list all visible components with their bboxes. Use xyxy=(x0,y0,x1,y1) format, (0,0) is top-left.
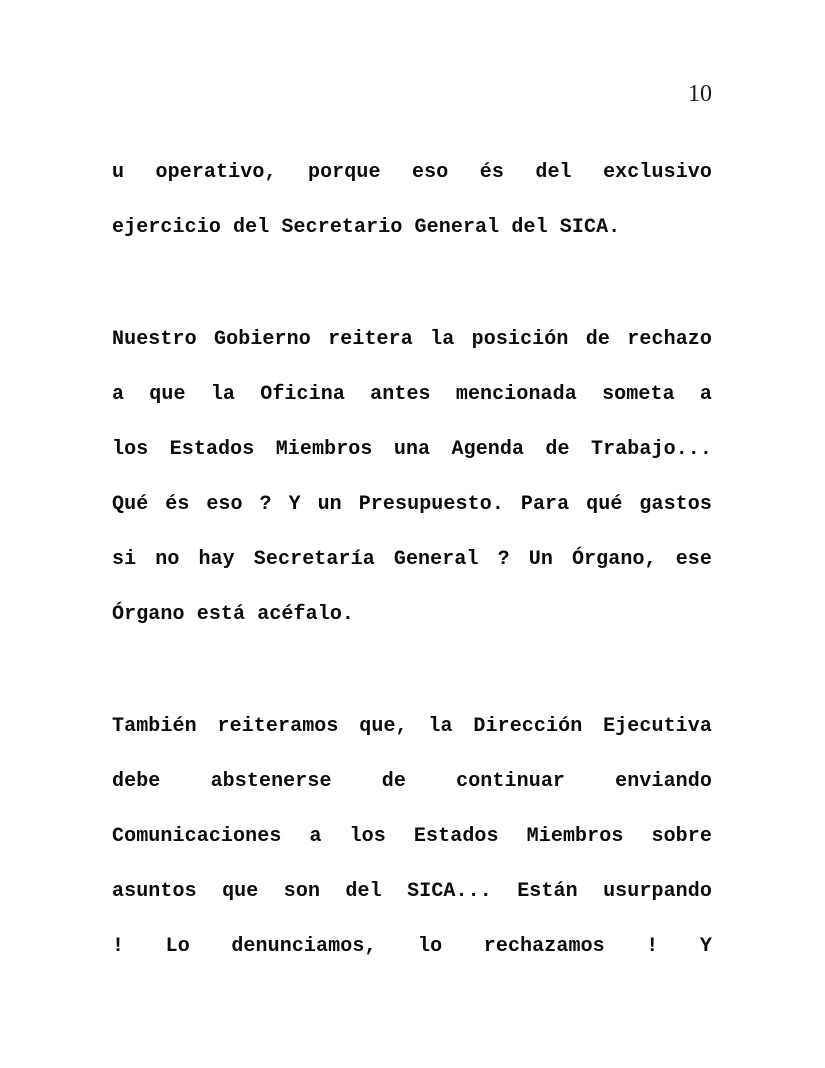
text-line: ejercicio del Secretario General del SICA. xyxy=(112,216,621,239)
text-line: si no hay Secretaría General ? Un Órgano, ese xyxy=(112,548,712,571)
text-line: u operativo, porque eso és del exclusivo xyxy=(112,161,712,184)
text-line: Órgano está acéfalo. xyxy=(112,603,355,626)
text-line: los Estados Miembros una Agenda de Trabajo... xyxy=(112,438,712,461)
text-line: También reiteramos que, la Dirección Ejecutiva xyxy=(112,715,712,738)
text-line: a que la Oficina antes mencionada someta a xyxy=(112,383,712,406)
paragraph xyxy=(112,312,712,642)
paragraph xyxy=(112,145,712,255)
text-line: Qué és eso ? Y un Presupuesto. Para qué gastos xyxy=(112,493,712,516)
text-line: ! Lo denunciamos, lo rechazamos ! Y xyxy=(112,935,712,958)
page-number: 10 xyxy=(688,81,712,107)
paragraph xyxy=(112,699,712,974)
text-line: asuntos que son del SICA... Están usurpando xyxy=(112,880,712,903)
text-line: Nuestro Gobierno reitera la posición de rechazo xyxy=(112,328,712,351)
text-line: Comunicaciones a los Estados Miembros sobre xyxy=(112,825,712,848)
text-line: debe abstenerse de continuar enviando xyxy=(112,770,712,793)
document-body xyxy=(112,145,712,974)
